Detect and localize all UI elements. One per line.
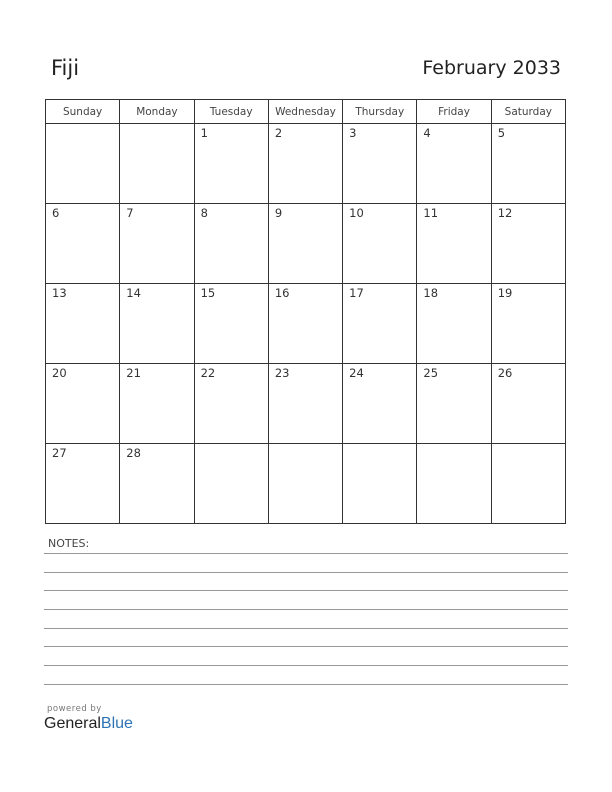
weekday-saturday: Saturday (491, 100, 565, 124)
day-cell (417, 444, 491, 524)
day-cell (491, 444, 565, 524)
week-row (46, 204, 566, 284)
day-cell: 28 (120, 444, 194, 524)
day-cell: 21 (120, 364, 194, 444)
day-cell: 18 (417, 284, 491, 364)
day-cell: 7 (120, 204, 194, 284)
country-title: Fiji (51, 56, 80, 80)
weekday-sunday: Sunday (46, 100, 120, 124)
day-cell: 24 (343, 364, 417, 444)
generalblue-logo (44, 704, 133, 733)
brand-name (44, 715, 133, 733)
day-cell (268, 444, 342, 524)
weekday-friday: Friday (417, 100, 491, 124)
day-cell (46, 124, 120, 204)
brand-general: General (44, 715, 101, 732)
week-row (46, 444, 566, 524)
day-cell: 20 (46, 364, 120, 444)
day-cell: 16 (268, 284, 342, 364)
day-cell (343, 444, 417, 524)
day-cell: 6 (46, 204, 120, 284)
week-row (46, 124, 566, 204)
notes-line (44, 646, 568, 647)
notes-line (44, 572, 568, 573)
day-cell: 25 (417, 364, 491, 444)
day-cell (120, 124, 194, 204)
weekday-tuesday: Tuesday (194, 100, 268, 124)
powered-by-text: powered by (47, 704, 102, 714)
day-cell: 2 (268, 124, 342, 204)
calendar-grid (45, 99, 566, 524)
notes-line (44, 628, 568, 629)
weekday-header-row (46, 100, 566, 124)
notes-label: NOTES: (48, 537, 90, 550)
day-cell: 4 (417, 124, 491, 204)
day-cell: 19 (491, 284, 565, 364)
day-cell: 14 (120, 284, 194, 364)
day-cell: 9 (268, 204, 342, 284)
day-cell: 1 (194, 124, 268, 204)
week-row (46, 284, 566, 364)
day-cell: 12 (491, 204, 565, 284)
day-cell: 8 (194, 204, 268, 284)
day-cell: 5 (491, 124, 565, 204)
day-cell: 15 (194, 284, 268, 364)
week-row (46, 364, 566, 444)
notes-line (44, 609, 568, 610)
day-cell: 11 (417, 204, 491, 284)
day-cell: 26 (491, 364, 565, 444)
notes-line (44, 553, 568, 554)
weekday-monday: Monday (120, 100, 194, 124)
day-cell: 22 (194, 364, 268, 444)
day-cell: 23 (268, 364, 342, 444)
weekday-wednesday: Wednesday (268, 100, 342, 124)
weekday-thursday: Thursday (343, 100, 417, 124)
brand-blue: Blue (100, 715, 133, 732)
day-cell: 17 (343, 284, 417, 364)
day-cell: 10 (343, 204, 417, 284)
day-cell: 3 (343, 124, 417, 204)
notes-line (44, 665, 568, 666)
day-cell: 27 (46, 444, 120, 524)
notes-line (44, 684, 568, 685)
day-cell: 13 (46, 284, 120, 364)
month-year-title: February 2033 (422, 57, 561, 79)
notes-line (44, 590, 568, 591)
day-cell (194, 444, 268, 524)
